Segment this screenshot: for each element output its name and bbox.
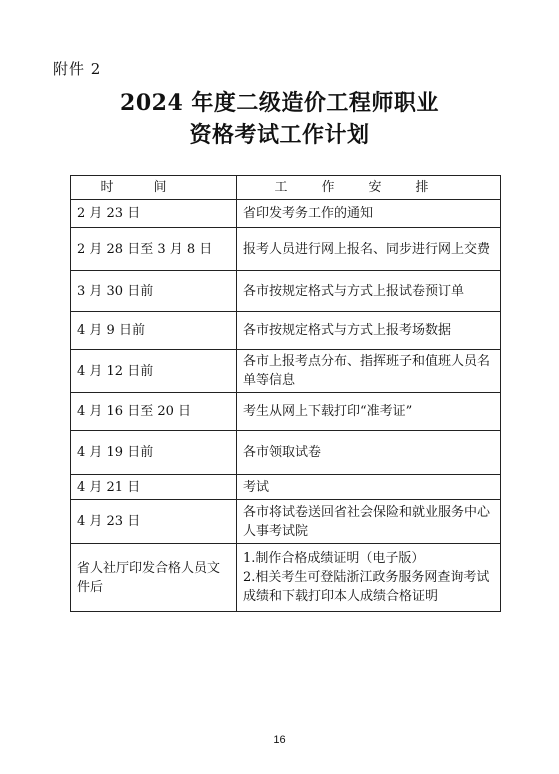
table-row [71, 312, 501, 350]
header-work-arrangement: 工作安排 [237, 176, 501, 200]
table-row [71, 350, 501, 393]
time-cell: 省人社厅印发合格人员文件后 [71, 544, 237, 612]
time-cell: 4 月 21 日 [71, 475, 237, 500]
table-row [71, 431, 501, 475]
work-cell: 各市上报考点分布、指挥班子和值班人员名单等信息 [237, 350, 501, 393]
time-cell: 4 月 23 日 [71, 500, 237, 544]
work-cell: 考试 [237, 475, 501, 500]
work-cell [237, 544, 501, 612]
work-cell: 各市按规定格式与方式上报考场数据 [237, 312, 501, 350]
table-row [71, 500, 501, 544]
header-time: 时间 [71, 176, 237, 200]
time-cell: 4 月 19 日前 [71, 431, 237, 475]
time-cell: 4 月 12 日前 [71, 350, 237, 393]
time-cell: 2 月 23 日 [71, 200, 237, 228]
work-item-2: 2.相关考生可登陆浙江政务服务网查询考试成绩和下载打印本人成绩合格证明 [243, 570, 490, 604]
work-cell: 考生从网上下载打印“准考证” [237, 393, 501, 431]
time-cell: 4 月 16 日至 20 日 [71, 393, 237, 431]
table-row [71, 393, 501, 431]
page-number: 16 [273, 734, 286, 746]
table-row [71, 475, 501, 500]
work-cell: 省印发考务工作的通知 [237, 200, 501, 228]
document-title-line1: 2024 年度二级造价工程师职业 [120, 90, 439, 116]
time-cell: 4 月 9 日前 [71, 312, 237, 350]
table-row [71, 200, 501, 228]
time-cell: 2 月 28 日至 3 月 8 日 [71, 228, 237, 271]
work-cell: 各市领取试卷 [237, 431, 501, 475]
table-row [71, 228, 501, 271]
time-cell: 3 月 30 日前 [71, 271, 237, 312]
work-item-1: 1.制作合格成绩证明（电子版） [243, 551, 425, 566]
table-row [71, 544, 501, 612]
schedule-table [70, 175, 501, 612]
work-cell: 各市将试卷送回省社会保险和就业服务中心人事考试院 [237, 500, 501, 544]
work-cell: 各市按规定格式与方式上报试卷预订单 [237, 271, 501, 312]
document-title-line2: 资格考试工作计划 [189, 122, 370, 148]
table-row [71, 271, 501, 312]
attachment-label: 附件 2 [53, 60, 102, 78]
table-header-row [71, 176, 501, 200]
work-cell: 报考人员进行网上报名、同步进行网上交费 [237, 228, 501, 271]
